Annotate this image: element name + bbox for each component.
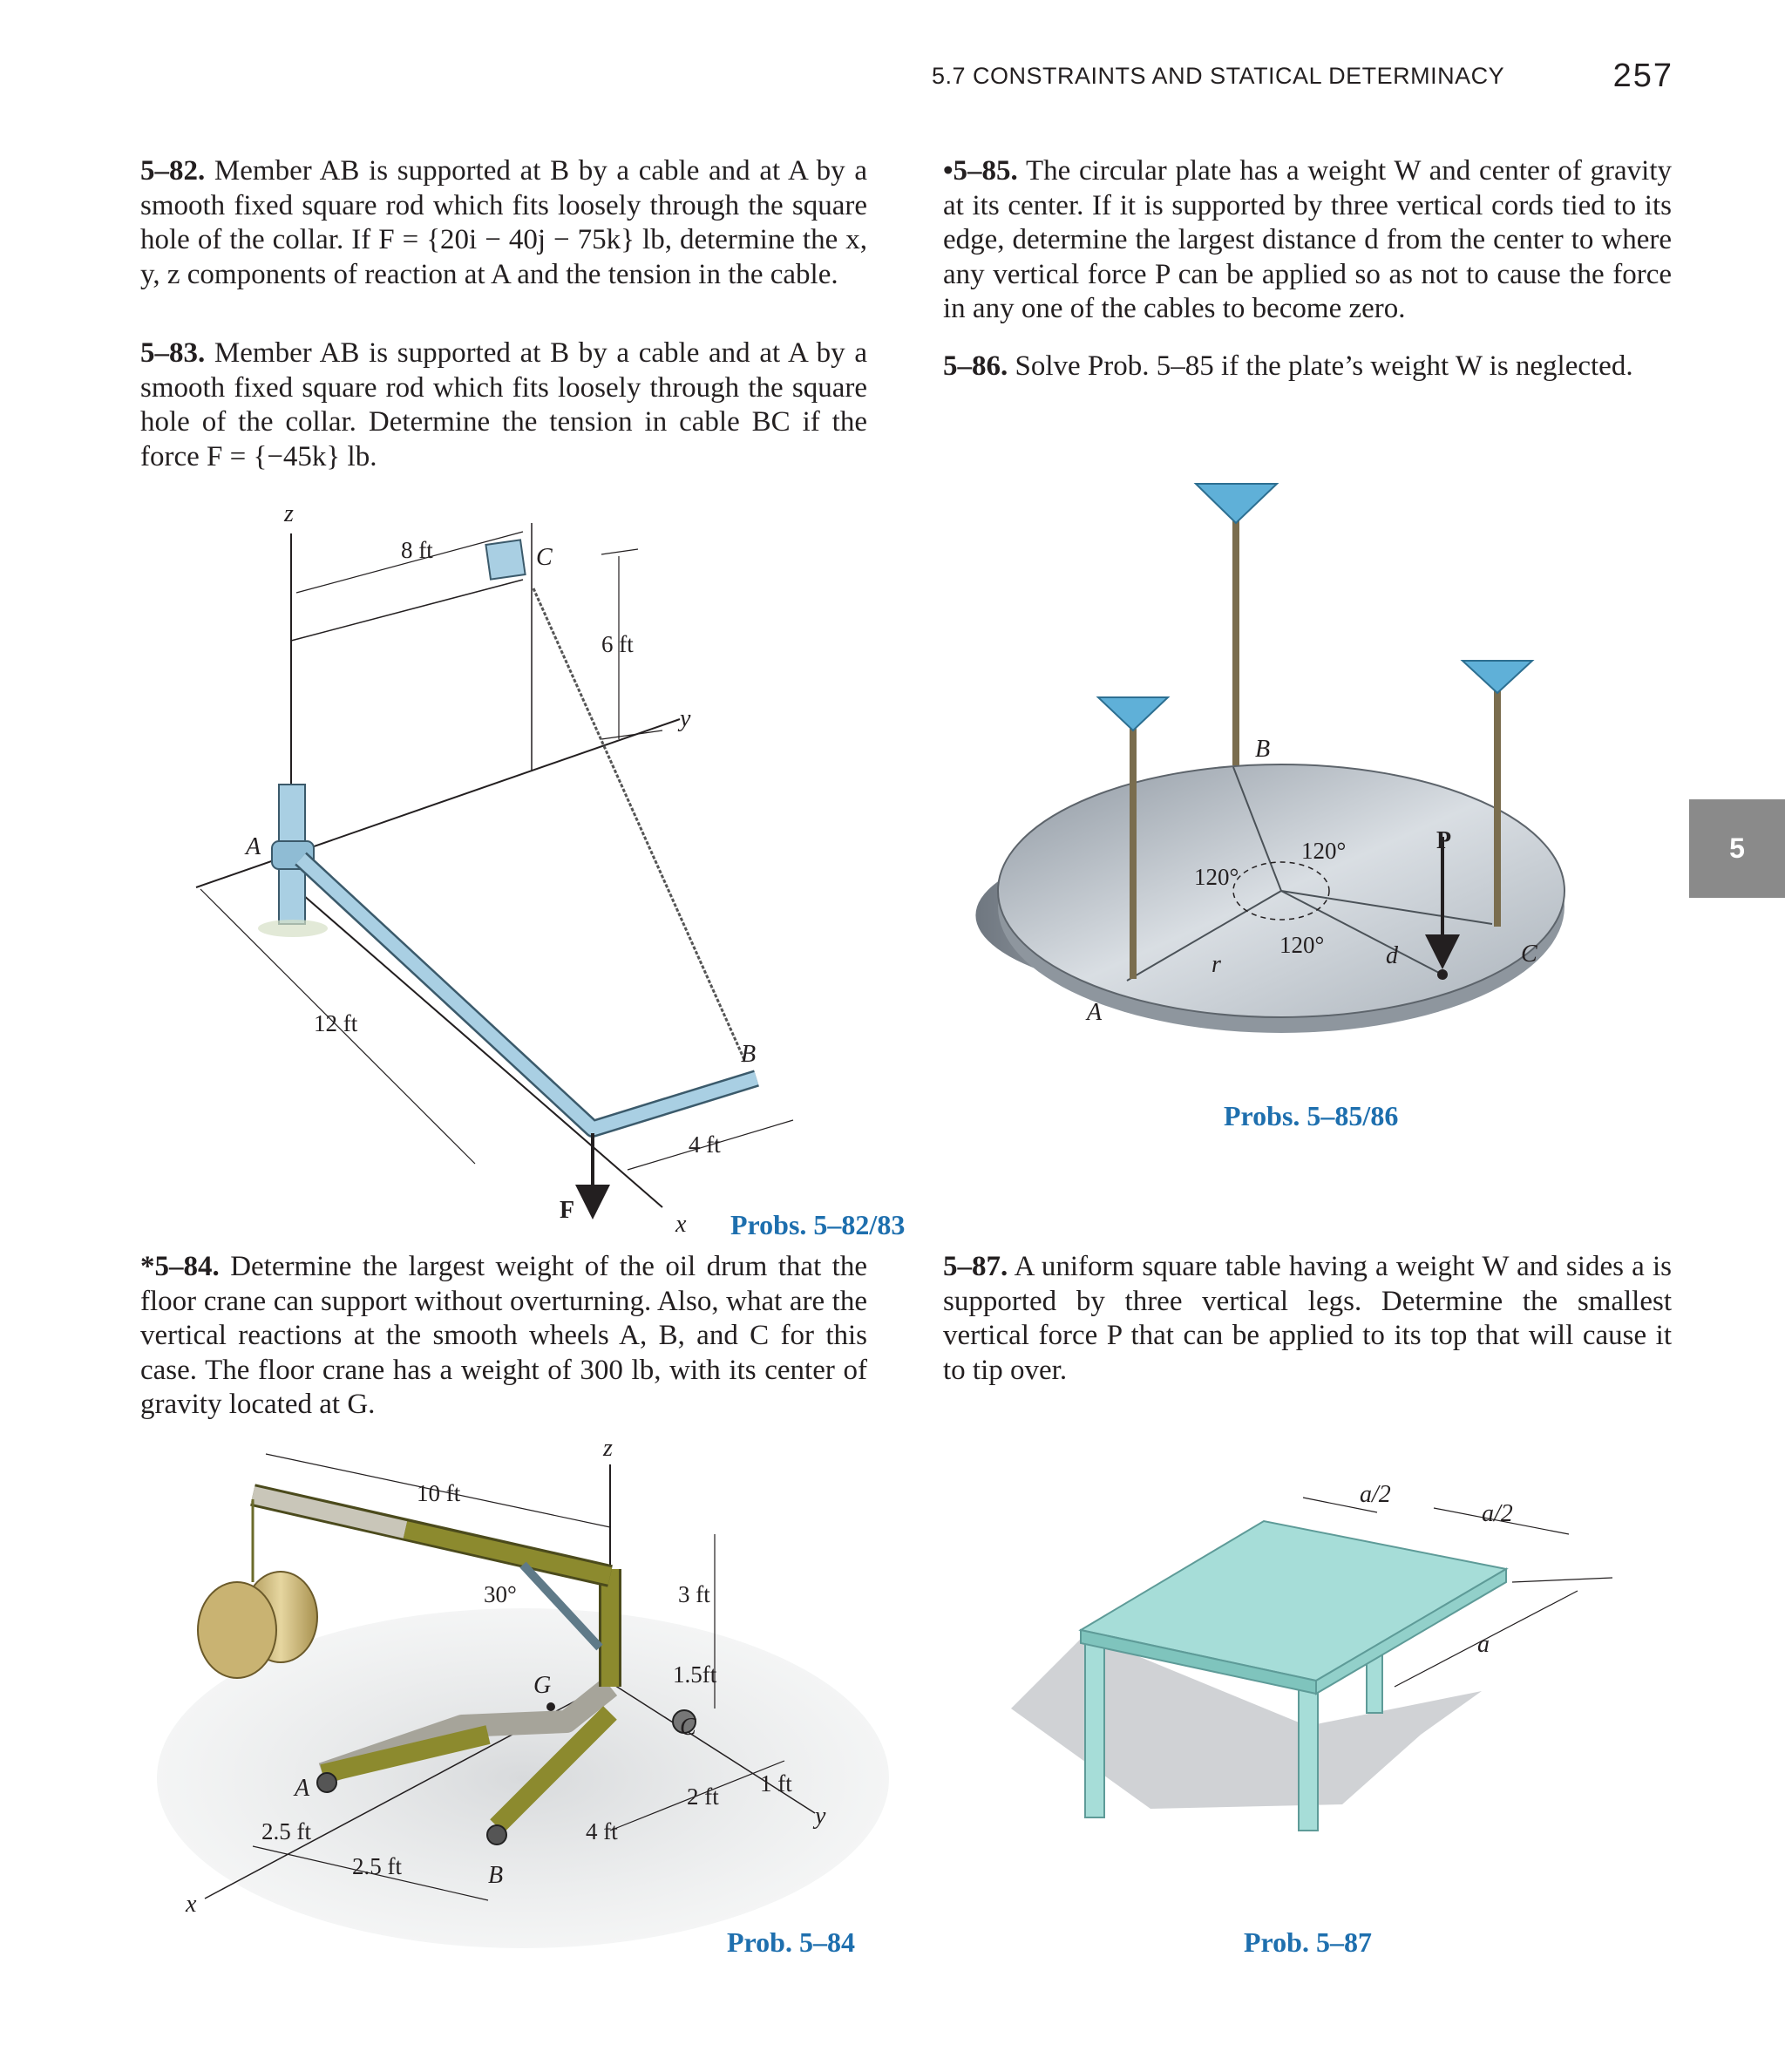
x-axis-label: x bbox=[186, 1891, 197, 1918]
caption-probs-5-82-83: Probs. 5–82/83 bbox=[730, 1209, 906, 1240]
radius-r-label: r bbox=[1211, 951, 1221, 978]
angle-label-3: 120° bbox=[1279, 932, 1325, 958]
dim-a-half-1-label: a/2 bbox=[1360, 1481, 1391, 1508]
dim-1-5ft-label: 1.5ft bbox=[673, 1661, 717, 1688]
point-b-label: B bbox=[741, 1041, 757, 1068]
problem-text: Determine the largest weight of the oil drum that the floor crane can support without overturning. Also, what are the vertical reactions at the smooth wheels A, B, and C for this case. The floor crane has a weight of 300 lb, with its center of gravity located at G. bbox=[140, 1251, 867, 1421]
page-number: 257 bbox=[1612, 58, 1673, 94]
point-c-label: C bbox=[680, 1714, 696, 1741]
point-b-label: B bbox=[488, 1862, 504, 1889]
table-leg-front-left bbox=[1085, 1639, 1104, 1817]
wall-bracket-c bbox=[485, 540, 525, 579]
problem-number: 5–83. bbox=[140, 337, 206, 369]
figure-prob-5-84 bbox=[157, 1435, 889, 1948]
oil-drum bbox=[198, 1582, 276, 1678]
boom bbox=[405, 1530, 610, 1576]
wheel-a bbox=[317, 1773, 336, 1792]
dim-2-5ft-b-label: 2.5 ft bbox=[352, 1853, 402, 1879]
problem-number: 5–86. bbox=[943, 350, 1008, 382]
running-header-section: 5.7 CONSTRAINTS AND STATICAL DETERMINACY bbox=[932, 63, 1505, 89]
cord-c-anchor bbox=[1463, 661, 1532, 693]
problem-number: *5–84. bbox=[140, 1251, 220, 1282]
problem-number: 5–87. bbox=[943, 1251, 1008, 1282]
angle-label-2: 120° bbox=[1301, 838, 1347, 864]
caption-prob-5-87: Prob. 5–87 bbox=[1244, 1926, 1372, 1958]
problem-text: Member AB is supported at B by a cable and at A by a smooth fixed square rod which fits loosely through the square hole of the collar. Determine the tension in cable BC if the force F = {−45k} lb. bbox=[140, 337, 867, 472]
y-axis-label: y bbox=[680, 705, 691, 732]
problem-number: •5–85. bbox=[943, 155, 1018, 187]
point-c-label: C bbox=[536, 544, 553, 571]
x-axis-label: x bbox=[675, 1211, 687, 1238]
dim-8ft-label: 8 ft bbox=[401, 537, 433, 563]
point-b-label: B bbox=[1255, 736, 1271, 763]
point-a-label: A bbox=[295, 1775, 310, 1802]
problem-text: Member AB is supported at B by a cable and at A by a smooth fixed square rod which fits loosely through the square hole of the collar. If F = {20i − 40j − 75k} lb, determine the x, y, z components of reaction at A and the tension in the cable. bbox=[140, 155, 867, 290]
z-axis-label: z bbox=[284, 500, 294, 527]
member-ab-outline bbox=[301, 859, 757, 1129]
dim-2-5ft-a-label: 2.5 ft bbox=[261, 1818, 311, 1844]
member-ab bbox=[301, 859, 757, 1129]
dim-4ft-label: 4 ft bbox=[586, 1818, 618, 1844]
cable-bc bbox=[533, 588, 745, 1062]
wheel-b bbox=[487, 1825, 506, 1844]
y-axis bbox=[196, 719, 680, 887]
figure-prob-5-87 bbox=[1011, 1481, 1612, 1831]
force-p-label: P bbox=[1436, 827, 1452, 854]
angle-label: 30° bbox=[484, 1581, 517, 1607]
caption-prob-5-84: Prob. 5–84 bbox=[727, 1926, 855, 1958]
y-axis-label: y bbox=[815, 1803, 826, 1830]
x-axis bbox=[296, 889, 662, 1207]
caption-probs-5-85-86: Probs. 5–85/86 bbox=[1224, 1100, 1399, 1131]
cord-b-anchor bbox=[1196, 484, 1277, 523]
center-of-gravity bbox=[546, 1702, 555, 1711]
cord-a-anchor bbox=[1098, 697, 1168, 730]
point-a-label: A bbox=[1087, 999, 1103, 1026]
table-leg-front-right bbox=[1299, 1687, 1318, 1831]
dim-10ft-label: 10 ft bbox=[417, 1480, 461, 1506]
problem-text: Solve Prob. 5–85 if the plate’s weight W is neglected. bbox=[1015, 350, 1633, 382]
figure-probs-5-85-86 bbox=[975, 484, 1564, 1033]
z-axis-label: z bbox=[603, 1435, 613, 1462]
dim-12ft-label: 12 ft bbox=[314, 1010, 358, 1036]
boom-extension bbox=[253, 1495, 405, 1530]
dim-2ft-label: 2 ft bbox=[687, 1783, 719, 1810]
dim-3ft-label: 3 ft bbox=[678, 1581, 710, 1607]
angle-label-1: 120° bbox=[1194, 864, 1239, 890]
problem-text: The circular plate has a weight W and center of gravity at its center. If it is supported by three vertical cords tied to its edge, determine the largest distance d from the center to where any vertical force P can be applied so as not to cause the force in any one of the cables to become zero. bbox=[943, 155, 1673, 325]
dim-6ft-label: 6 ft bbox=[601, 631, 634, 657]
point-c-label: C bbox=[1521, 941, 1537, 968]
problem-text: A uniform square table having a weight W and sides a is supported by three vertical legs. Determine the smallest vertical force P that can be applied to its top that will cause it to tip over. bbox=[943, 1251, 1672, 1386]
dim-a-half-2-label: a/2 bbox=[1482, 1500, 1513, 1527]
point-g-label: G bbox=[533, 1672, 552, 1699]
force-f-label: F bbox=[560, 1197, 575, 1224]
problem-number: 5–82. bbox=[140, 155, 206, 187]
dim-a-label: a bbox=[1477, 1631, 1490, 1658]
figure-probs-5-82-83 bbox=[196, 500, 793, 1238]
chapter-tab: 5 bbox=[1689, 799, 1785, 898]
point-a-label: A bbox=[246, 833, 261, 860]
distance-d-label: d bbox=[1386, 942, 1398, 969]
dim-1ft-label: 1 ft bbox=[760, 1770, 792, 1797]
reference-line bbox=[291, 580, 523, 641]
dim-4ft-label: 4 ft bbox=[689, 1131, 721, 1158]
